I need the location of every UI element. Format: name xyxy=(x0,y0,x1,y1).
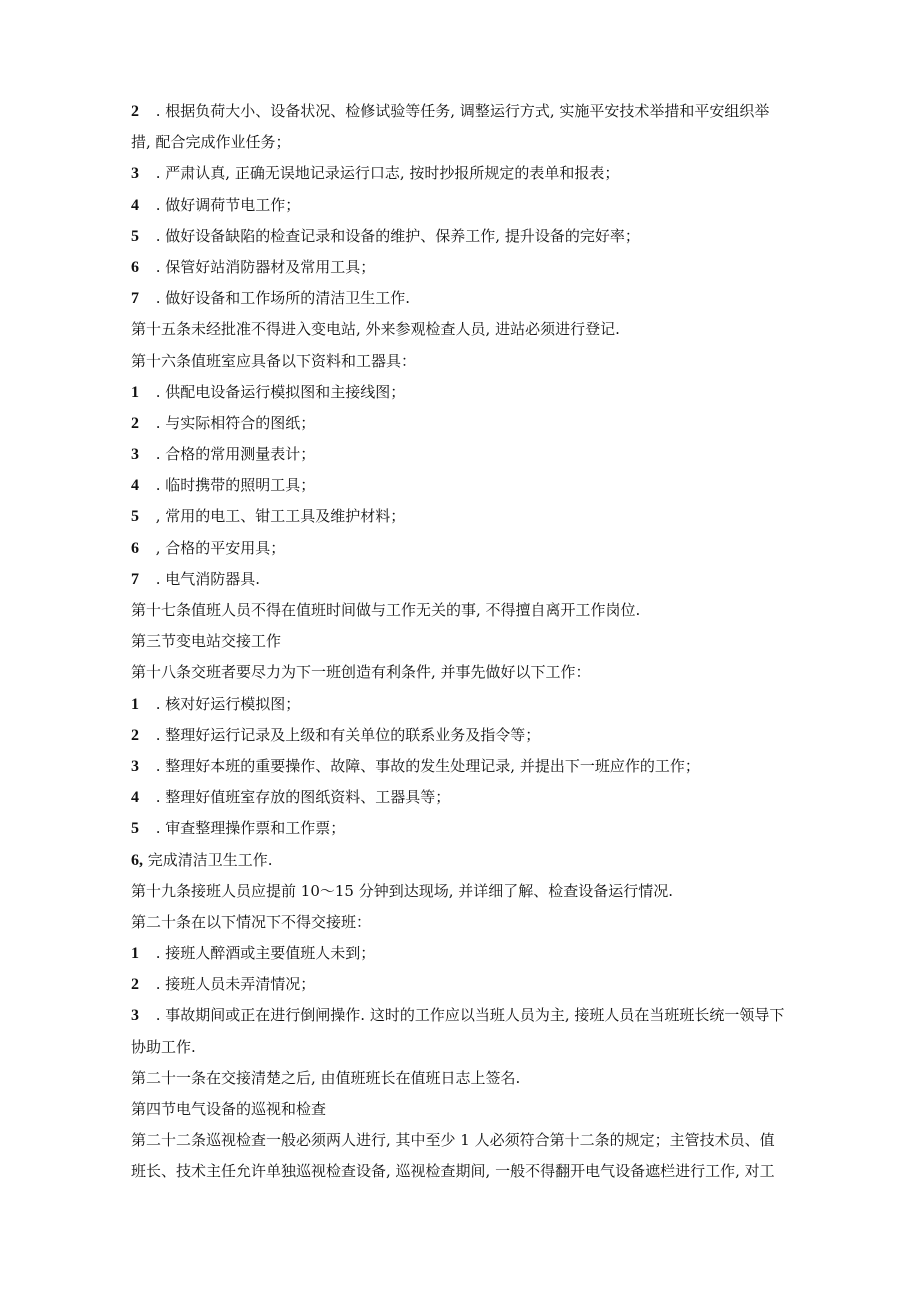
text-line xyxy=(131,720,796,751)
item-number: 1 xyxy=(131,695,139,713)
text-line xyxy=(131,314,796,345)
line-text: 第十八条交班者要尽力为下一班创造有利条件, 并事先做好以下工作： xyxy=(131,663,591,682)
item-number: 4 xyxy=(131,789,139,807)
text-line xyxy=(131,1063,796,1094)
text-line xyxy=(131,96,796,127)
line-text: 第十七条值班人员不得在值班时间做与工作无关的事, 不得擅自离开工作岗位. xyxy=(131,601,641,619)
line-text: . 合格的常用测量表计； xyxy=(151,445,316,464)
line-text: . 做好设备缺陷的检查记录和设备的维护、保养工作, 提升设备的完好率； xyxy=(151,226,640,245)
text-line xyxy=(131,845,796,876)
line-text: , 常用的电工、钳工工具及维护材料； xyxy=(151,507,406,526)
line-text: . 供配电设备运行模拟图和主接线图； xyxy=(151,382,406,401)
line-text: . 接班人醉酒或主要值班人未到； xyxy=(151,944,376,963)
item-number: 1 xyxy=(131,383,139,401)
item-number: 3 xyxy=(131,1007,139,1025)
line-text: . 做好设备和工作场所的清洁卫生工作. xyxy=(151,289,411,308)
item-number: 6 xyxy=(131,539,139,557)
text-line xyxy=(131,283,796,314)
line-text: . 做好调荷节电工作； xyxy=(151,195,301,214)
item-number: 7 xyxy=(131,290,139,308)
item-number: 2 xyxy=(131,976,139,994)
line-text: 第十五条未经批准不得进入变电站, 外来参观检查人员, 进站必须进行登记. xyxy=(131,320,620,339)
item-number: 5 xyxy=(131,508,139,526)
text-line xyxy=(131,190,796,221)
text-line xyxy=(131,408,796,439)
item-number: 6, xyxy=(131,851,143,869)
line-text: . 核对好运行模拟图； xyxy=(151,694,301,713)
item-number: 2 xyxy=(131,414,139,432)
line-text: 第二十二条巡视检查一般必须两人进行, 其中至少 1 人必须符合第十二条的规定；主管技术员、值 xyxy=(131,1131,775,1150)
item-number: 2 xyxy=(131,103,139,120)
line-text: 第十九条接班人员应提前 10～15 分钟到达现场, 并详细了解、检查设备运行情况. xyxy=(131,881,674,900)
text-line xyxy=(131,813,796,844)
line-text: . 与实际相符合的图纸； xyxy=(151,413,316,432)
item-number: 5 xyxy=(131,820,139,838)
text-line xyxy=(131,252,796,283)
line-text: 第二十一条在交接清楚之后, 由值班班长在值班日志上签名. xyxy=(131,1068,521,1087)
item-number: 4 xyxy=(131,196,139,214)
text-line xyxy=(131,533,796,564)
line-text: 班长、技术主任允许单独巡视检查设备, 巡视检查期间, 一般不得翻开电气设备遮栏进行工作, 对工 xyxy=(131,1162,775,1181)
text-line xyxy=(131,158,796,189)
text-line xyxy=(131,907,796,938)
text-line xyxy=(131,782,796,813)
text-line xyxy=(131,1000,796,1031)
text-line xyxy=(131,501,796,532)
line-text: . 审查整理操作票和工作票； xyxy=(151,819,346,838)
item-number: 1 xyxy=(131,945,139,963)
line-text: . 事故期间或正在进行倒闸操作. 这时的工作应以当班人员为主, 接班人员在当班班长统一领导下 xyxy=(151,1006,785,1025)
text-line xyxy=(131,470,796,501)
line-text: . 电气消防器具. xyxy=(151,569,261,588)
text-line xyxy=(131,127,796,158)
text-line xyxy=(131,221,796,252)
text-line xyxy=(131,439,796,470)
line-text: . 根据负荷大小、设备状况、检修试验等任务, 调整运行方式, 实施平安技术举措和平安组织举 xyxy=(151,102,770,120)
line-text: . 整理好运行记录及上级和有关单位的联系业务及指令等； xyxy=(151,725,541,744)
item-number: 2 xyxy=(131,726,139,744)
line-text: . 整理好本班的重要操作、故障、事故的发生处理记录, 并提出下一班应作的工作； xyxy=(151,756,700,775)
line-text: . 临时携带的照明工具； xyxy=(151,476,316,495)
line-text: 完成清洁卫生工作. xyxy=(143,850,273,869)
line-text: 第二十条在以下情况下不得交接班： xyxy=(131,912,372,931)
line-text: , 合格的平安用具； xyxy=(151,538,286,557)
item-number: 3 xyxy=(131,165,139,183)
document-body xyxy=(131,96,796,1188)
line-text: 协助工作. xyxy=(131,1037,196,1056)
text-line xyxy=(131,657,796,688)
text-line xyxy=(131,564,796,595)
text-line xyxy=(131,595,796,626)
line-text: 第三节变电站交接工作 xyxy=(131,632,282,651)
item-number: 7 xyxy=(131,570,139,588)
item-number: 4 xyxy=(131,477,139,495)
item-number: 3 xyxy=(131,757,139,775)
item-number: 3 xyxy=(131,446,139,464)
text-line xyxy=(131,969,796,1000)
line-text: 措, 配合完成作业任务； xyxy=(131,133,291,152)
text-line xyxy=(131,1032,796,1063)
text-line xyxy=(131,346,796,377)
item-number: 6 xyxy=(131,258,139,276)
line-text: . 严肃认真, 正确无误地记录运行口志, 按时抄报所规定的表单和报表； xyxy=(151,164,620,183)
line-text: . 保管好站消防器材及常用工具； xyxy=(151,257,376,276)
section-heading xyxy=(131,626,796,657)
text-line xyxy=(131,751,796,782)
line-text: . 整理好值班室存放的图纸资料、工器具等； xyxy=(151,788,451,807)
text-line xyxy=(131,876,796,907)
line-text: 第四节电气设备的巡视和检查 xyxy=(131,1100,327,1118)
text-line xyxy=(131,938,796,969)
section-heading xyxy=(131,1094,796,1125)
line-text: 第十六条值班室应具备以下资料和工器具： xyxy=(131,351,417,370)
item-number: 5 xyxy=(131,227,139,245)
text-line xyxy=(131,377,796,408)
text-line xyxy=(131,689,796,720)
line-text: . 接班人员未弄清情况； xyxy=(151,975,316,994)
text-line xyxy=(131,1125,796,1156)
text-line xyxy=(131,1156,796,1187)
